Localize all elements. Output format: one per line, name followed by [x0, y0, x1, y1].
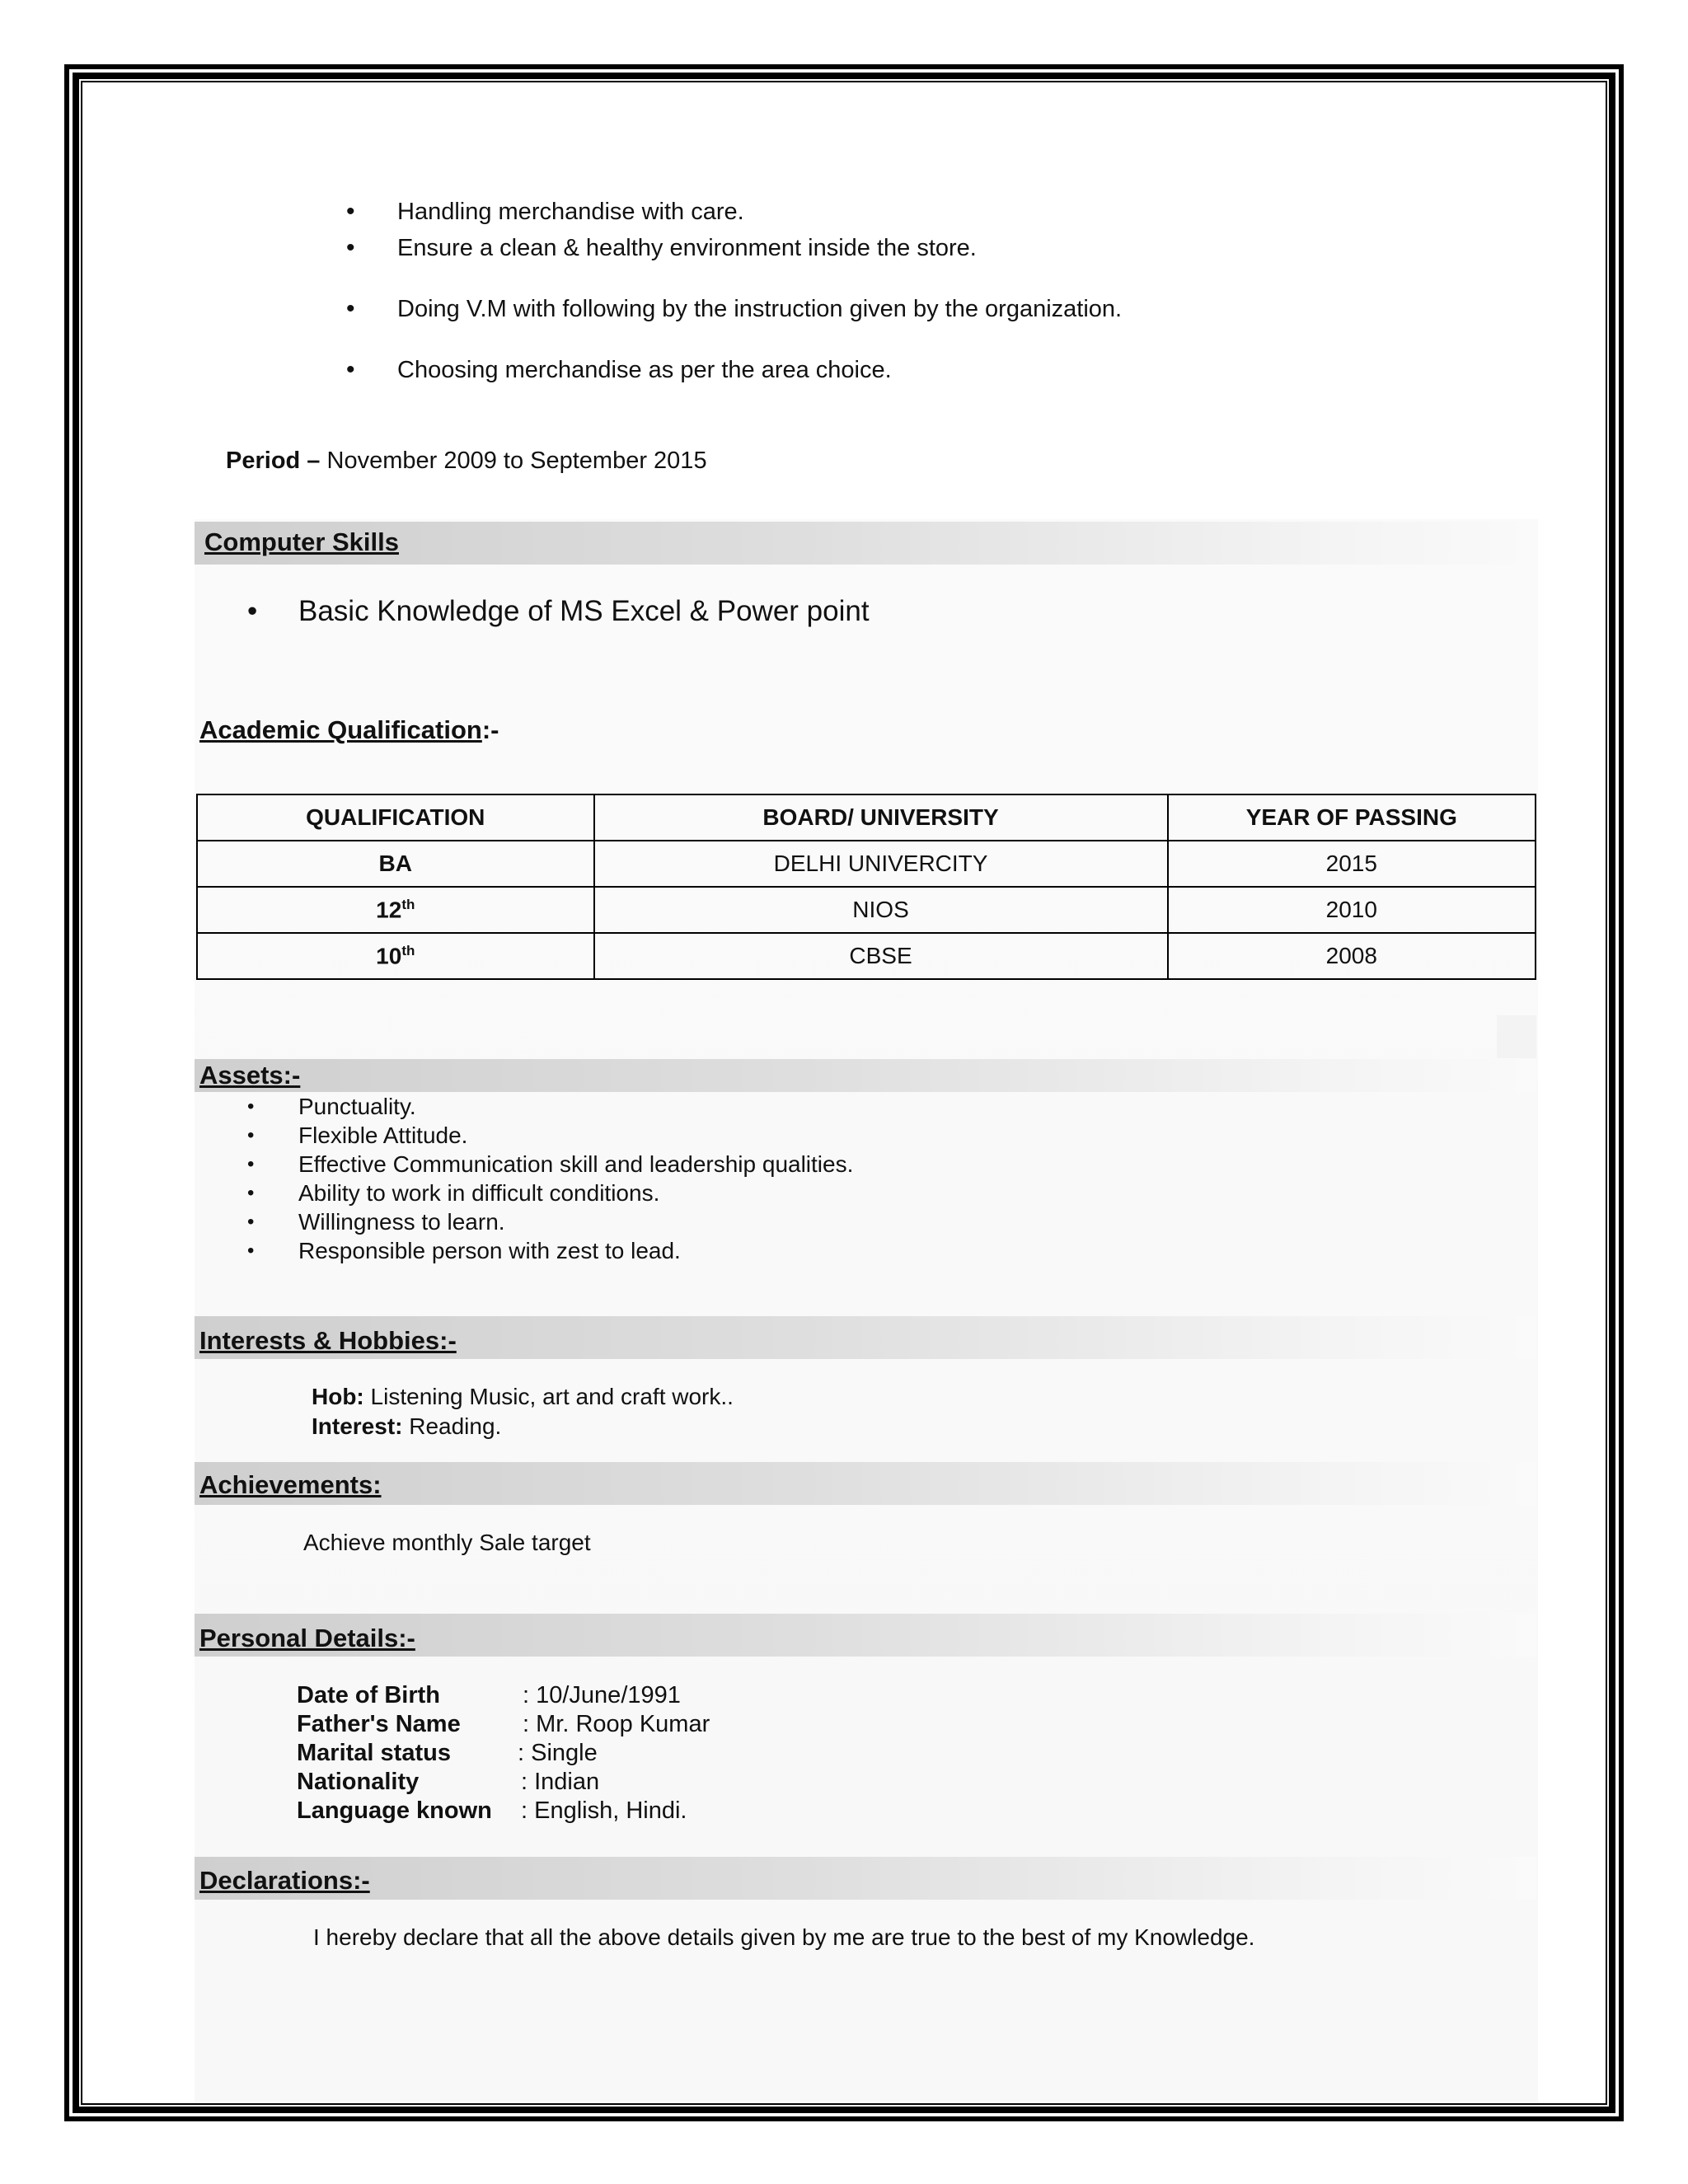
academic-title-text: Academic Qualification	[199, 715, 482, 744]
qualification-text: 10	[376, 943, 402, 969]
table-cell: 2010	[1168, 887, 1536, 933]
list-item: • Ensure a clean & healthy environment inside the store.	[346, 232, 1122, 264]
section-title-assets: Assets:-	[199, 1061, 301, 1090]
hob-label: Hob:	[312, 1384, 364, 1409]
table-cell	[197, 887, 594, 933]
list-item: • Ability to work in difficult conditions.	[247, 1179, 853, 1207]
interest-value: Reading.	[402, 1413, 502, 1439]
section-title-academic	[199, 715, 499, 745]
section-title-achievements: Achievements:	[199, 1470, 382, 1499]
column-header: YEAR OF PASSING	[1168, 794, 1536, 841]
section-title-computer-skills: Computer Skills	[204, 527, 399, 556]
bar-notch	[1497, 1015, 1536, 1058]
list-item: • Handling merchandise with care.	[346, 196, 1122, 227]
list-item: • Punctuality.	[247, 1092, 853, 1121]
detail-value: : 10/June/1991	[523, 1682, 681, 1708]
table-cell: 2008	[1168, 933, 1536, 979]
list-item: • Flexible Attitude.	[247, 1121, 853, 1150]
hob-value: Listening Music, art and craft work..	[363, 1384, 734, 1409]
section-bar	[195, 1059, 1536, 1092]
column-header: QUALIFICATION	[197, 794, 594, 841]
table-cell: CBSE	[594, 933, 1168, 979]
employment-period	[226, 448, 707, 475]
list-item: • Effective Communication skill and leadership qualities.	[247, 1150, 853, 1179]
list-item: • Responsible person with zest to lead.	[247, 1236, 853, 1265]
detail-label: Nationality	[297, 1769, 420, 1795]
period-value: November 2009 to September 2015	[326, 448, 707, 474]
detail-value: : English, Hindi.	[521, 1797, 687, 1824]
academic-title-suffix: :-	[481, 715, 499, 744]
section-bar	[195, 1857, 1536, 1900]
qualification-text: 12	[376, 897, 402, 923]
list-item: • Doing V.M with following by the instruction given by the organization.	[346, 293, 1122, 325]
detail-label: Date of Birth	[297, 1682, 440, 1708]
detail-label: Marital status	[297, 1740, 451, 1766]
table-cell	[197, 933, 594, 979]
table-header-row	[197, 794, 1536, 841]
table-row	[197, 887, 1536, 933]
superscript: th	[401, 896, 415, 912]
skill-text: Basic Knowledge of MS Excel & Power point	[298, 595, 870, 627]
declaration-text: I hereby declare that all the above details given by me are true to the best of my Knowledge.	[313, 1924, 1255, 1950]
column-header: BOARD/ UNIVERSITY	[594, 794, 1168, 841]
detail-value: : Mr. Roop Kumar	[523, 1711, 710, 1737]
assets-list	[247, 1092, 853, 1265]
detail-value: : Indian	[521, 1769, 600, 1795]
list-item: • Choosing merchandise as per the area choice.	[346, 354, 1122, 386]
superscript: th	[401, 942, 415, 958]
section-title-personal: Personal Details:-	[199, 1624, 415, 1652]
hobbies-line	[312, 1382, 734, 1411]
achievement-text: Achieve monthly Sale target	[303, 1530, 591, 1555]
qualification-text: BA	[378, 851, 412, 876]
section-title-declarations: Declarations:-	[199, 1866, 370, 1895]
detail-label: Language known	[297, 1797, 492, 1824]
period-label: Period –	[226, 448, 321, 474]
table-row	[197, 841, 1536, 887]
responsibilities-list	[346, 196, 1122, 386]
detail-label: Father's Name	[297, 1711, 461, 1737]
section-bar	[195, 1462, 1536, 1505]
detail-value: : Single	[518, 1740, 598, 1766]
list-item: • Willingness to learn.	[247, 1207, 853, 1236]
table-row	[197, 933, 1536, 979]
bullet-icon: •	[247, 595, 258, 627]
interest-line	[312, 1412, 501, 1441]
table-cell: NIOS	[594, 887, 1168, 933]
qualification-table	[196, 794, 1536, 980]
table-cell	[197, 841, 594, 887]
table-cell: DELHI UNIVERCITY	[594, 841, 1168, 887]
interest-label: Interest:	[312, 1413, 403, 1439]
table-cell: 2015	[1168, 841, 1536, 887]
section-title-interests: Interests & Hobbies:-	[199, 1326, 457, 1355]
